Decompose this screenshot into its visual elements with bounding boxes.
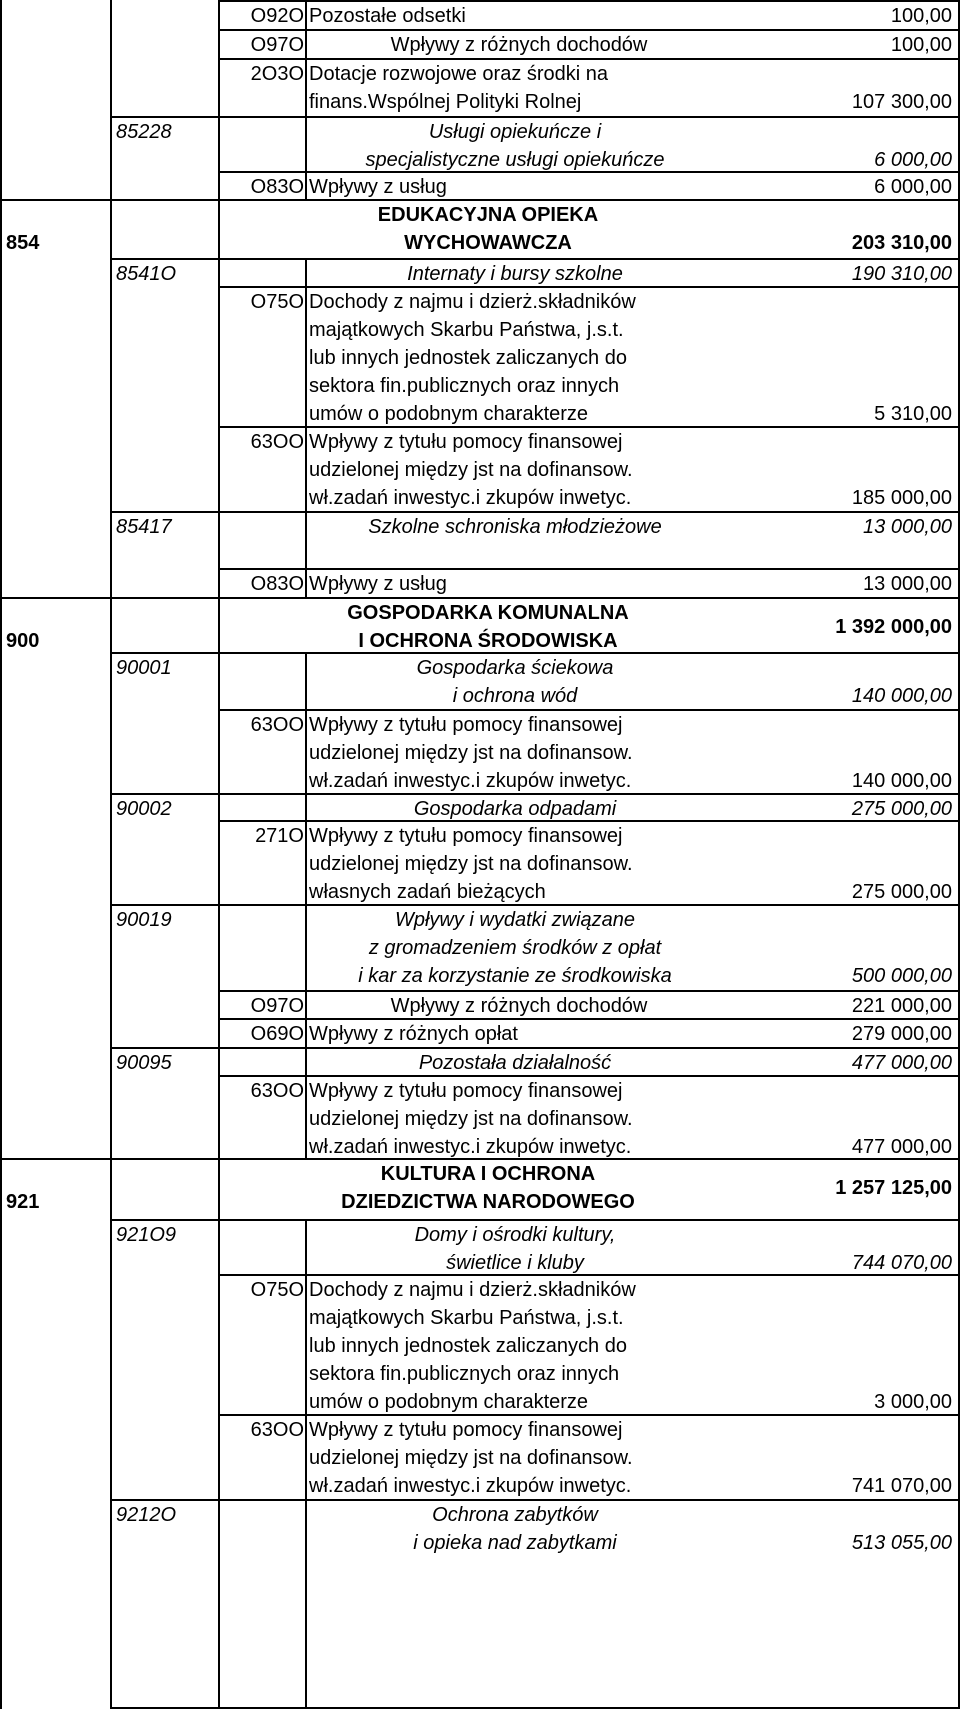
section-code: 90095 <box>116 1052 172 1074</box>
dzial-amount: 1 257 125,00 <box>835 1177 952 1199</box>
income-amount: 100,00 <box>890 5 952 27</box>
income-amount: 477 000,00 <box>851 1136 952 1158</box>
section-code: 9212O <box>116 1504 177 1526</box>
section-name: specjalistyczne usługi opiekuńcze <box>365 149 665 171</box>
income-name: Wpływy z tytułu pomocy finansowej <box>309 1080 623 1102</box>
border-left <box>0 0 2 1709</box>
income-name: Wpływy z tytułu pomocy finansowej <box>309 431 623 453</box>
income-name: Wpływy z różnych opłat <box>309 1023 518 1045</box>
income-name: Wpływy z tytułu pomocy finansowej <box>309 825 623 847</box>
income-name: Wpływy z tytułu pomocy finansowej <box>309 1419 623 1441</box>
income-name: Wpływy z różnych dochodów <box>390 34 648 56</box>
income-name: Dotacje rozwojowe oraz środki na <box>309 63 609 85</box>
section-name: i kar za korzystanie ze środkowiska <box>358 965 672 987</box>
section-name: Domy i ośrodki kultury, <box>414 1224 616 1246</box>
income-amount: 107 300,00 <box>851 91 952 113</box>
border-code-name <box>305 1274 307 1414</box>
border-para-code <box>218 793 220 820</box>
border-para-code <box>218 904 220 990</box>
section-name: i ochrona wód <box>452 685 578 707</box>
income-code: 63OO <box>250 431 304 453</box>
section-code: 85417 <box>116 516 172 538</box>
income-name: lub innych jednostek zaliczanych do <box>309 347 627 369</box>
income-amount: 100,00 <box>890 34 952 56</box>
income-name: udzielonej między jst na dofinansow. <box>309 1108 633 1130</box>
border-code-name <box>305 426 307 511</box>
section-amount: 275 000,00 <box>851 798 952 820</box>
section-name: Gospodarka odpadami <box>413 798 617 820</box>
income-amount: 221 000,00 <box>851 995 952 1017</box>
income-name: własnych zadań bieżących <box>309 881 546 903</box>
border-code-name <box>305 820 307 904</box>
border-code-name <box>305 0 307 29</box>
dzial-code: 854 <box>6 232 40 254</box>
income-code: O75O <box>250 1279 304 1301</box>
border-code-name <box>305 286 307 426</box>
income-name: wł.zadań inwestyc.i zkupów inwetyc. <box>309 770 632 792</box>
income-name: umów o podobnym charakterze <box>309 403 589 425</box>
income-name: udzielonej między jst na dofinansow. <box>309 742 633 764</box>
border-para-code <box>218 511 220 568</box>
border-code-name <box>305 171 307 199</box>
dzial-name: I OCHRONA ŚRODOWISKA <box>358 630 618 652</box>
income-name: sektora fin.publicznych oraz innych <box>309 375 620 397</box>
section-code: 8541O <box>116 263 177 285</box>
section-amount: 477 000,00 <box>851 1052 952 1074</box>
border-code-name <box>305 1075 307 1158</box>
income-code: 63OO <box>250 714 304 736</box>
section-name: Gospodarka ściekowa <box>416 657 614 679</box>
section-name: Usługi opiekuńcze i <box>428 121 602 143</box>
dzial-amount: 1 392 000,00 <box>835 616 952 638</box>
income-name: Dochody z najmu i dzierż.składników <box>309 291 636 313</box>
dzial-name: DZIEDZICTWA NARODOWEGO <box>341 1191 635 1213</box>
income-name: udzielonej między jst na dofinansow. <box>309 1447 633 1469</box>
section-amount: 513 055,00 <box>851 1532 952 1554</box>
border-dzial-para <box>110 0 112 1709</box>
income-name: finans.Wspólnej Polityki Rolnej <box>309 91 582 113</box>
section-code: 90019 <box>116 909 172 931</box>
income-name: Dochody z najmu i dzierż.składników <box>309 1279 636 1301</box>
border-code-name <box>305 990 307 1018</box>
income-code: O69O <box>250 1023 304 1045</box>
border-code-name <box>305 709 307 793</box>
dzial-name: GOSPODARKA KOMUNALNA <box>347 602 629 624</box>
section-amount: 744 070,00 <box>851 1252 952 1274</box>
section-name: Ochrona zabytków <box>432 1504 598 1526</box>
income-amount: 5 310,00 <box>874 403 952 425</box>
income-name: wł.zadań inwestyc.i zkupów inwetyc. <box>309 1136 632 1158</box>
section-name: z gromadzeniem środków z opłat <box>368 937 662 959</box>
income-amount: 140 000,00 <box>851 770 952 792</box>
income-name: majątkowych Skarbu Państwa, j.s.t. <box>309 1307 624 1329</box>
dzial-code: 900 <box>6 630 40 652</box>
section-code: 85228 <box>116 121 172 143</box>
income-amount: 275 000,00 <box>851 881 952 903</box>
income-code: O97O <box>250 34 304 56</box>
income-code: 63OO <box>250 1080 304 1102</box>
border-code-name <box>305 1414 307 1499</box>
income-name: Wpływy z tytułu pomocy finansowej <box>309 714 623 736</box>
border-code-name <box>305 29 307 58</box>
income-amount: 6 000,00 <box>874 176 952 198</box>
income-code: O97O <box>250 995 304 1017</box>
income-name: wł.zadań inwestyc.i zkupów inwetyc. <box>309 487 632 509</box>
border-para-code <box>218 258 220 286</box>
income-amount: 13 000,00 <box>863 573 952 595</box>
section-code: 90001 <box>116 657 172 679</box>
section-name: i opieka nad zabytkami <box>413 1532 617 1554</box>
border-para-code <box>218 1047 220 1075</box>
border-code-name <box>305 568 307 597</box>
border-para-code <box>218 116 220 171</box>
income-name: Wpływy z różnych dochodów <box>390 995 648 1017</box>
dzial-name: EDUKACYJNA OPIEKA <box>377 204 599 226</box>
border-code-name <box>305 58 307 116</box>
section-code: 921O9 <box>116 1224 177 1246</box>
income-code: O83O <box>250 176 304 198</box>
income-code: 63OO <box>250 1419 304 1441</box>
section-amount: 140 000,00 <box>851 685 952 707</box>
income-amount: 185 000,00 <box>851 487 952 509</box>
income-code: O83O <box>250 573 304 595</box>
dzial-name: WYCHOWAWCZA <box>404 232 572 254</box>
section-name: Internaty i bursy szkolne <box>407 263 623 285</box>
income-name: sektora fin.publicznych oraz innych <box>309 1363 620 1385</box>
income-amount: 279 000,00 <box>851 1023 952 1045</box>
section-name: Wpływy i wydatki związane <box>394 909 636 931</box>
income-name: udzielonej między jst na dofinansow. <box>309 853 633 875</box>
income-name: Wpływy z usług <box>309 176 447 198</box>
section-amount: 13 000,00 <box>863 516 952 538</box>
dzial-code: 921 <box>6 1191 40 1213</box>
income-code: O75O <box>250 291 304 313</box>
border-code-name <box>305 1018 307 1047</box>
dzial-name: KULTURA I OCHRONA <box>380 1163 596 1185</box>
income-name: Wpływy z usług <box>309 573 447 595</box>
section-name: Pozostała działalność <box>418 1052 612 1074</box>
dzial-amount: 203 310,00 <box>851 232 952 254</box>
income-code: O92O <box>250 5 304 27</box>
income-amount: 741 070,00 <box>851 1475 952 1497</box>
income-amount: 3 000,00 <box>874 1391 952 1413</box>
income-name: udzielonej między jst na dofinansow. <box>309 459 633 481</box>
income-name: umów o podobnym charakterze <box>309 1391 589 1413</box>
section-amount: 500 000,00 <box>851 965 952 987</box>
section-amount: 6 000,00 <box>874 149 952 171</box>
income-code: 271O <box>255 825 304 847</box>
income-name: Pozostałe odsetki <box>309 5 466 27</box>
income-code: 2O3O <box>250 63 304 85</box>
income-name: wł.zadań inwestyc.i zkupów inwetyc. <box>309 1475 632 1497</box>
section-amount: 190 310,00 <box>851 263 952 285</box>
section-name: Szkolne schroniska młodzieżowe <box>368 516 662 538</box>
border-para-code <box>218 1499 220 1709</box>
section-name: świetlice i kluby <box>446 1252 584 1274</box>
income-name: majątkowych Skarbu Państwa, j.s.t. <box>309 319 624 341</box>
border-para-code <box>218 1219 220 1274</box>
income-name: lub innych jednostek zaliczanych do <box>309 1335 627 1357</box>
section-code: 90002 <box>116 798 172 820</box>
border-para-code <box>218 652 220 709</box>
